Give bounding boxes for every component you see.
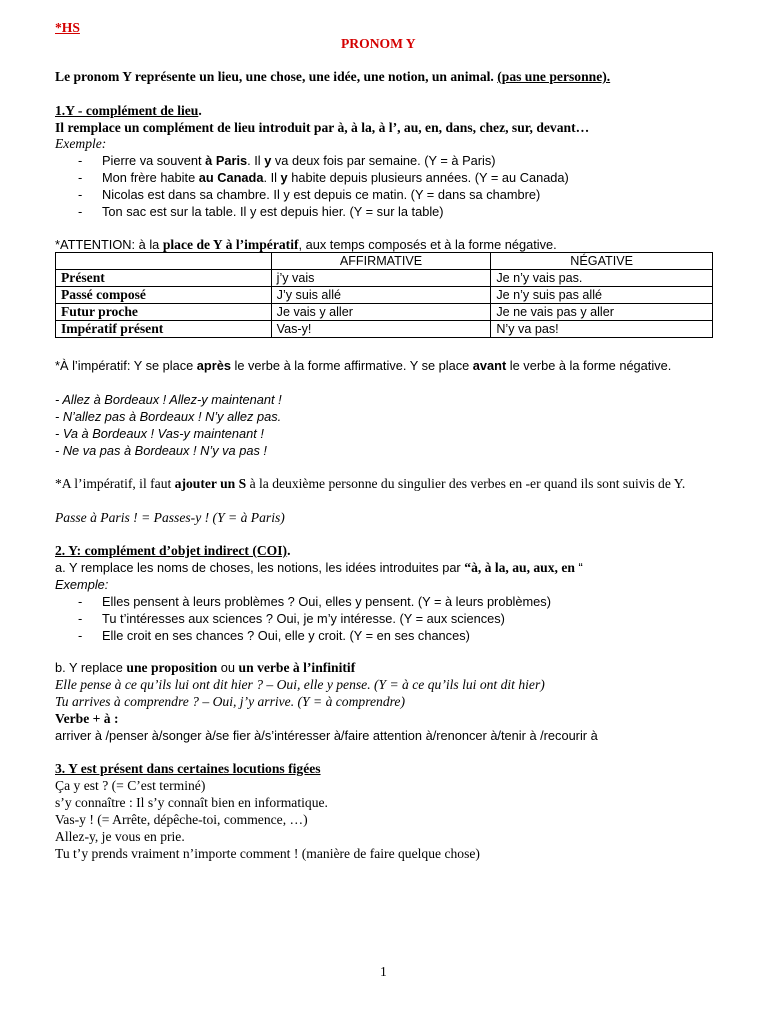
section2-b-mid: ou [217,660,239,675]
attention-post: , aux temps composés et à la forme négative. [298,237,557,252]
imperative-example-4: - Ne va pas à Bordeaux ! N’y va pas ! [55,443,267,458]
imperative-s-example: Passe à Paris ! = Passes-y ! (Y = à Paris) [55,510,285,525]
imperative-rule-paragraph [55,357,713,374]
ex1-pre: Pierre va souvent [102,153,206,168]
table-row-label: Passé composé [56,287,272,304]
section2-b-bold2: un verbe à l’infinitif [238,660,356,675]
ex1-post: va deux fois par semaine. (Y = à Paris) [271,153,496,168]
table-cell-affirmative: Je vais y aller [271,304,491,321]
table-cell-affirmative: J’y suis allé [271,287,491,304]
section2-period: . [287,543,291,558]
section1-period: . [198,103,202,118]
table-row [56,304,713,321]
table-header-empty [56,253,272,270]
attention-pre: *ATTENTION: à la [55,237,163,252]
ex1-mid: . Il [247,153,265,168]
section1-example-label: Exemple: [55,136,107,151]
imperative-s-paragraph [55,475,713,492]
section2-b-pre: b. Y replace [55,660,127,675]
section3-line-2: s’y connaître : Il s’y connaît bien en informatique. [55,795,328,810]
section2-example-2-text: Tu t’intéresses aux sciences ? Oui, je m’y intéresse. (Y = aux sciences) [102,611,505,626]
section2-heading [55,542,290,559]
intro-text: Le pronom Y représente un lieu, une chose, une idée, une notion, un animal. [55,69,494,84]
table-cell-negative: N’y va pas! [491,321,713,338]
section1-rule: Il remplace un complément de lieu introduit par à, à la, à l’, au, en, dans, chez, sur, devant… [55,120,590,135]
ex2-pre: Mon frère habite [102,170,199,185]
section2-a-post: “ [574,560,583,575]
table-row-label: Présent [56,270,272,287]
attention-bold: place de Y à l’impératif [162,237,299,252]
imperative-rule-p1: *À l’impératif: Y se place [55,358,197,373]
table-header-row [56,253,713,270]
table-cell-negative: Je n’y vais pas. [491,270,713,287]
section2-b-example-2: Tu arrives à comprendre ? – Oui, j’y arrive. (Y = à comprendre) [55,694,405,709]
section3-heading: 3. Y est présent dans certaines locutions figées [55,761,321,776]
ex4-text: Ton sac est sur la table. Il y est depuis hier. (Y = sur la table) [102,204,444,219]
ex3-text: Nicolas est dans sa chambre. Il y est depuis ce matin. (Y = dans sa chambre) [102,187,541,202]
section3-line-1: Ça y est ? (= C’est terminé) [55,778,206,793]
section2-b-line [55,659,355,676]
table-row-label: Futur proche [56,304,272,321]
intro-paragraph [55,68,610,85]
section2-example-1-text: Elles pensent à leurs problèmes ? Oui, elles y pensent. (Y = à leurs problèmes) [102,594,551,609]
ex2-bold: au Canada [198,170,264,185]
imperative-s-p1: *A l’impératif, il faut [55,476,175,491]
table-cell-negative: Je n’y suis pas allé [491,287,713,304]
table-cell-affirmative: Vas-y! [271,321,491,338]
table-header-negative: NÉGATIVE [491,253,713,270]
imperative-rule-p2: le verbe à la forme affirmative. Y se place [230,358,473,373]
header-tag: *HS [55,20,80,35]
page-number: 1 [380,964,387,979]
imperative-example-1: - Allez à Bordeaux ! Allez-y maintenant ! [55,392,282,407]
page-title: PRONOM Y [341,36,416,51]
table-row [56,270,713,287]
section2-a-bold: “à, à la, au, aux, en [464,560,575,575]
section2-b-bold1: une proposition [126,660,218,675]
table-row-label: Impératif présent [56,321,272,338]
section2-example-3-text: Elle croit en ses chances ? Oui, elle y croit. (Y = en ses chances) [102,628,470,643]
ex2-bold2: y [280,170,288,185]
section2-example-label: Exemple: [55,577,109,592]
section1-heading [55,102,202,119]
section3-line-5: Tu t’y prends vraiment n’importe comment ! (manière de faire quelque chose) [55,846,480,861]
table-cell-negative: Je ne vais pas y aller [491,304,713,321]
ex1-bold: à Paris [205,153,248,168]
attention-line [55,236,557,253]
ex2-post: habite depuis plusieurs années. (Y = au Canada) [287,170,569,185]
table-row [56,321,713,338]
section3-line-3: Vas-y ! (= Arrête, dépêche-toi, commence, …) [55,812,308,827]
conjugation-table [55,252,713,338]
section2-title: 2. Y: complément d’objet indirect (COI) [55,543,288,558]
table-row [56,287,713,304]
section2-a-line [55,559,583,576]
imperative-rule-p3: le verbe à la forme négative. [506,358,672,373]
ex1-bold2: y [264,153,272,168]
imperative-example-3: - Va à Bordeaux ! Vas-y maintenant ! [55,426,264,441]
intro-note: (pas une personne). [497,69,611,84]
imperative-rule-before: avant [472,358,507,373]
section1-num: 1.Y [55,103,75,118]
imperative-s-p2: à la deuxième personne du singulier des verbes en -er quand ils sont suivis de Y. [246,476,686,491]
section2-a-pre: a. Y remplace les noms de choses, les notions, les idées introduites par [55,560,465,575]
table-cell-affirmative: j’y vais [271,270,491,287]
verbe-list: arriver à /penser à/songer à/se fier à/s’intéresser à/faire attention à/renoncer à/tenir à /recourir à [55,728,598,743]
imperative-rule-after: après [196,358,231,373]
imperative-s-bold: ajouter un S [174,476,247,491]
section2-b-example-1: Elle pense à ce qu’ils lui ont dit hier ? – Oui, elle y pense. (Y = à ce qu’ils lui ont dit hier) [55,677,545,692]
table-header-affirmative: AFFIRMATIVE [271,253,491,270]
verbe-label: Verbe + à : [55,711,119,726]
section3-line-4: Allez-y, je vous en prie. [55,829,185,844]
imperative-example-2: - N’allez pas à Bordeaux ! N’y allez pas. [55,409,282,424]
section1-title: - complément de lieu [74,103,199,118]
ex2-mid: . Il [263,170,281,185]
